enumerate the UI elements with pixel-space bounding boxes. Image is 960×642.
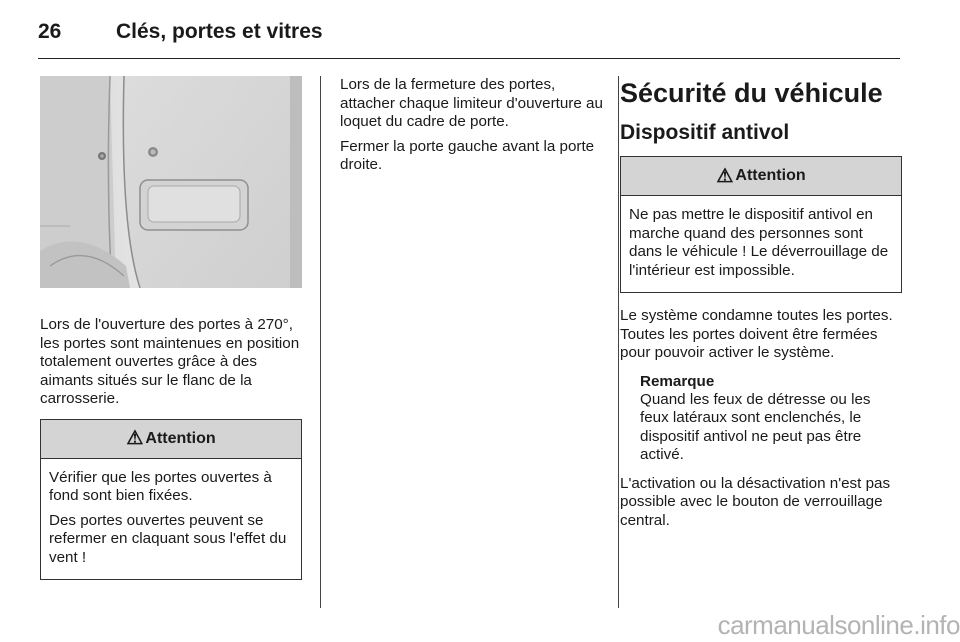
chapter-title: Clés, portes et vitres (116, 20, 323, 43)
attention-paragraph: Vérifier que les portes ouvertes à fond sont bien fixées. (49, 468, 272, 504)
column-3 (620, 76, 902, 530)
remark-text: Quand les feux de détresse ou les feux latéraux sont enclenchés, le dispositif antivol ne peut pas être activé. (640, 390, 871, 463)
remark-title: Remarque (640, 372, 715, 390)
remark-note (620, 373, 902, 465)
attention-box-doors (40, 419, 302, 581)
body-paragraph: Le système condamne toutes les portes. Toutes les portes doivent être fermées pour pouvoir activer le système. (620, 307, 893, 361)
subsection-title: Dispositif antivol (620, 121, 790, 144)
door-magnet-photo (40, 76, 302, 288)
attention-box-antitheft (620, 156, 902, 293)
attention-header (621, 157, 901, 196)
warning-triangle-icon: ⚠ (716, 165, 734, 187)
attention-body (41, 459, 301, 580)
column-divider-1 (320, 76, 321, 608)
attention-paragraph: Des portes ouvertes peuvent se refermer en claquant sous l'effet du vent ! (49, 511, 287, 566)
attention-title: Attention (735, 167, 806, 184)
section-title: Sécurité du véhicule (620, 78, 883, 108)
header-rule (38, 58, 900, 59)
page-number: 26 (38, 20, 62, 43)
watermark-text: carmanualsonline.info (717, 610, 960, 640)
attention-paragraph: Ne pas mettre le dispositif antivol en marche quand des personnes sont dans le véhicule ! Le déverrouillage de l'intérieur est impossible. (629, 206, 889, 279)
body-paragraph: L'activation ou la désactivation n'est pas possible avec le bouton de verrouillage central. (620, 474, 891, 529)
warning-triangle-icon: ⚠ (126, 428, 144, 449)
attention-body (621, 196, 901, 292)
body-paragraph: Fermer la porte gauche avant la porte droite. (340, 137, 595, 173)
column-divider-2 (618, 76, 619, 608)
column-2 (340, 76, 605, 175)
attention-title: Attention (145, 429, 216, 447)
column-1 (40, 76, 302, 580)
photo-caption: Lors de l'ouverture des portes à 270°, les portes sont maintenues en position totalement ouvertes grâce à des aimants situés sur le flanc de la carrosserie. (40, 316, 300, 407)
body-paragraph: Lors de la fermeture des portes, attacher chaque limiteur d'ouverture au loquet du cadre de porte. (340, 76, 603, 130)
attention-header (41, 420, 301, 459)
